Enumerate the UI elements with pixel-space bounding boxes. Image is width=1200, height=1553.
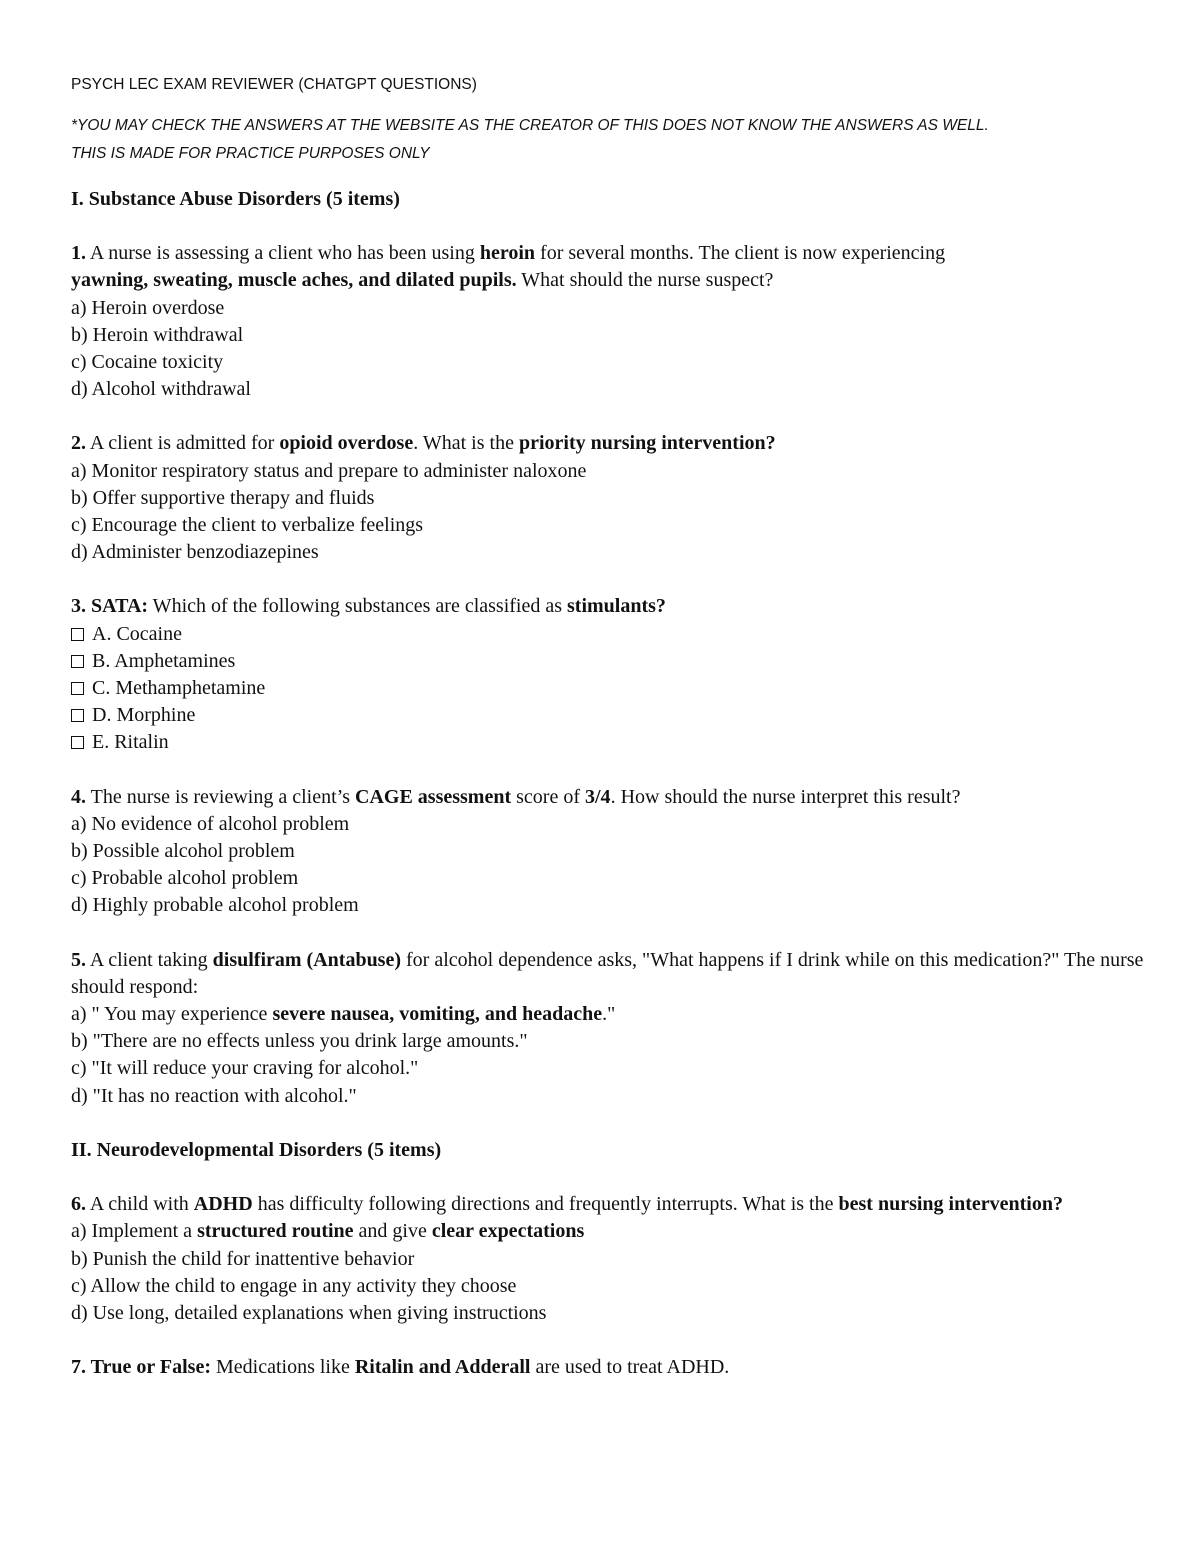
option <box>71 1001 1151 1028</box>
option: c) Cocaine toxicity <box>71 351 224 374</box>
checkbox-icon <box>71 655 84 668</box>
stem-text: for several months. The client is now experiencing <box>535 242 946 265</box>
question-number: 1. <box>71 242 86 265</box>
option: b) Heroin withdrawal <box>71 323 244 346</box>
question-2-stem <box>71 430 1151 457</box>
stem-emphasis: best nursing intervention? <box>838 1193 1063 1216</box>
stem-text: are used to treat ADHD. <box>530 1356 730 1379</box>
stem-emphasis: SATA: <box>86 595 149 618</box>
stem-emphasis: CAGE assessment <box>355 785 512 808</box>
option: b) "There are no effects unless you drink large amounts." <box>71 1030 528 1053</box>
checkbox-option <box>71 702 1151 729</box>
question-number: 4. <box>71 785 86 808</box>
questions-body <box>71 186 1151 1381</box>
section-heading-substance-abuse: I. Substance Abuse Disorders (5 items) <box>71 188 400 210</box>
stem-text: for alcohol dependence asks, "What happens if I drink while on this medication?" The nurse should respond: <box>71 948 1144 998</box>
checkbox-option <box>71 729 1151 756</box>
question-2 <box>71 430 1151 566</box>
stem-text: What should the nurse suspect? <box>516 269 774 292</box>
stem-emphasis: 3/4 <box>585 785 611 808</box>
stem-emphasis: yawning, sweating, muscle aches, and dilated pupils. <box>71 269 517 292</box>
stem-text: A client taking <box>86 948 213 971</box>
checkbox-icon <box>71 736 84 749</box>
option: a) No evidence of alcohol problem <box>71 812 350 835</box>
option <box>71 1218 1151 1245</box>
stem-text: Which of the following substances are classified as <box>148 595 568 618</box>
question-4-stem <box>71 784 1151 811</box>
option: a) Monitor respiratory status and prepare to administer naloxone <box>71 459 587 482</box>
option: c) "It will reduce your craving for alcohol." <box>71 1057 419 1080</box>
option-text: a) Implement a <box>71 1220 198 1243</box>
stem-text: The nurse is reviewing a client’s <box>86 785 356 808</box>
question-5 <box>71 947 1151 1110</box>
disclaimer-line-2: THIS IS MADE FOR PRACTICE PURPOSES ONLY <box>71 145 430 162</box>
section-heading-neurodevelopmental: II. Neurodevelopmental Disorders (5 items) <box>71 1138 442 1161</box>
stem-emphasis: stimulants? <box>567 595 666 618</box>
checkbox-icon <box>71 628 84 641</box>
option-label: B. Amphetamines <box>92 649 236 672</box>
stem-emphasis: heroin <box>479 242 536 265</box>
question-6 <box>71 1191 1151 1327</box>
question-number: 3. <box>71 595 86 618</box>
stem-emphasis: ADHD <box>193 1193 253 1216</box>
checkbox-option <box>71 621 1151 648</box>
stem-text: A child with <box>86 1193 194 1216</box>
question-3-stem <box>71 593 1151 620</box>
option-emphasis: severe nausea, vomiting, and headache <box>272 1003 603 1026</box>
option: b) Punish the child for inattentive behavior <box>71 1247 415 1270</box>
option-text: ." <box>602 1003 616 1026</box>
document-page <box>71 74 1151 1381</box>
option: d) "It has no reaction with alcohol." <box>71 1084 357 1107</box>
option-label: C. Methamphetamine <box>92 677 266 700</box>
stem-emphasis: opioid overdose <box>279 432 414 455</box>
question-7 <box>71 1354 1151 1381</box>
stem-emphasis: Ritalin and Adderall <box>354 1356 531 1379</box>
stem-emphasis: priority nursing intervention? <box>518 432 776 455</box>
stem-text: A nurse is assessing a client who has been using <box>86 242 480 265</box>
option: d) Highly probable alcohol problem <box>71 894 359 917</box>
disclaimer-note <box>71 112 1151 168</box>
question-number: 6. <box>71 1193 86 1216</box>
question-number: 2. <box>71 432 86 455</box>
question-5-stem <box>71 947 1151 1001</box>
checkbox-icon <box>71 682 84 695</box>
stem-text: score of <box>511 785 585 808</box>
question-number: 7. <box>71 1356 86 1379</box>
stem-text: . How should the nurse interpret this result? <box>610 785 961 808</box>
question-number: 5. <box>71 948 86 971</box>
option: b) Offer supportive therapy and fluids <box>71 486 375 509</box>
question-4 <box>71 784 1151 920</box>
option: c) Probable alcohol problem <box>71 867 299 890</box>
stem-text: has difficulty following directions and frequently interrupts. What is the <box>252 1193 839 1216</box>
option: d) Alcohol withdrawal <box>71 378 251 401</box>
disclaimer-line-1: *YOU MAY CHECK THE ANSWERS AT THE WEBSITE AS THE CREATOR OF THIS DOES NOT KNOW THE ANSWERS AS WELL. <box>71 117 989 134</box>
option: d) Use long, detailed explanations when giving instructions <box>71 1301 547 1324</box>
stem-emphasis: True or False: <box>86 1356 211 1379</box>
option: a) Heroin overdose <box>71 296 225 319</box>
option: c) Encourage the client to verbalize feelings <box>71 514 424 537</box>
question-1 <box>71 240 1151 403</box>
option-text: a) " You may experience <box>71 1003 273 1026</box>
option: d) Administer benzodiazepines <box>71 541 319 564</box>
stem-emphasis: disulfiram (Antabuse) <box>212 948 402 971</box>
question-1-stem <box>71 240 1151 294</box>
stem-text: A client is admitted for <box>86 432 280 455</box>
stem-text: . What is the <box>413 432 519 455</box>
option-label: D. Morphine <box>92 704 196 727</box>
option-emphasis: clear expectations <box>431 1220 585 1243</box>
question-6-stem <box>71 1191 1151 1218</box>
checkbox-icon <box>71 709 84 722</box>
checkbox-option <box>71 675 1151 702</box>
stem-text: Medications like <box>210 1356 355 1379</box>
question-3 <box>71 593 1151 756</box>
option-label: A. Cocaine <box>92 622 182 645</box>
question-7-stem <box>71 1354 1151 1381</box>
document-title: PSYCH LEC EXAM REVIEWER (CHATGPT QUESTIONS) <box>71 76 477 93</box>
checkbox-option <box>71 648 1151 675</box>
option-label: E. Ritalin <box>92 731 169 754</box>
option-emphasis: structured routine <box>197 1220 354 1243</box>
option: b) Possible alcohol problem <box>71 840 295 863</box>
option-text: and give <box>353 1220 432 1243</box>
option: c) Allow the child to engage in any activity they choose <box>71 1274 517 1297</box>
